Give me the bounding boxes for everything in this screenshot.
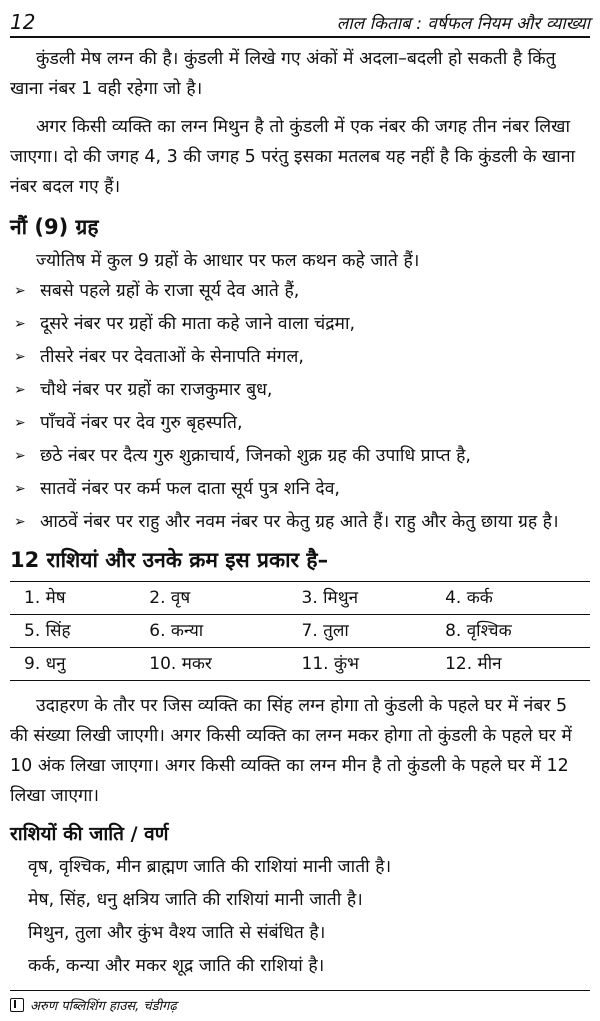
page-footer [10, 990, 590, 1019]
list-item [10, 309, 590, 339]
rashi-cell: 3. मिथुन [288, 582, 432, 615]
table-row [10, 648, 590, 681]
planets-heading: नौं (9) ग्रह [10, 215, 99, 239]
rashi-cell: 7. तुला [288, 615, 432, 648]
planet-text: दूसरे नंबर पर ग्रहों की माता कहे जाने वाला चंद्रमा, [40, 314, 356, 334]
table-row [10, 582, 590, 615]
planet-text: छठे नंबर पर दैत्य गुरु शुक्राचार्य, जिनको शुक्र ग्रह की उपाधि प्राप्त है, [40, 446, 471, 466]
planet-text: आठवें नंबर पर राहु और नवम नंबर पर केतु ग्रह आते हैं। राहु और केतु छाया ग्रह है। [40, 512, 559, 532]
jaati-lines [10, 851, 590, 983]
jaati-heading: राशियों की जाति / वर्ण [10, 823, 169, 845]
publisher-name: अरुण पब्लिशिंग हाउस, चंडीगढ़ [30, 999, 177, 1014]
rashi-cell: 4. कर्क [431, 582, 590, 615]
publisher-logo-icon [10, 998, 24, 1012]
list-item [10, 474, 590, 504]
rashi-cell: 10. मकर [135, 648, 287, 681]
jaati-line: कर्क, कन्या और मकर शूद्र जाति की राशियां है। [28, 956, 325, 976]
arrow-bullet-icon: ➢ [14, 283, 26, 299]
list-item [10, 441, 590, 471]
intro-paragraph-2: अगर किसी व्यक्ति का लग्न मिथुन है तो कुंडली में एक नंबर की जगह तीन नंबर लिखा जाएगा। दो की जगह 4, 3 की जगह 5 परंतु इसका मतलब यह नहीं है कि कुंडली के खाना नंबर बदल गए हैं। [10, 117, 576, 197]
arrow-bullet-icon: ➢ [14, 382, 26, 398]
page-header [10, 4, 590, 38]
table-row [10, 615, 590, 648]
planet-text: सबसे पहले ग्रहों के राजा सूर्य देव आते हैं, [40, 281, 300, 301]
jaati-line: मेष, सिंह, धनु क्षत्रिय जाति की राशियां मानी जाती है। [28, 890, 363, 910]
list-item [10, 276, 590, 306]
rashi-cell: 9. धनु [10, 648, 135, 681]
rashi-table [10, 581, 590, 681]
list-item [10, 507, 590, 537]
intro-paragraph-1: कुंडली मेष लग्न की है। कुंडली में लिखे गए अंकों में अदला–बदली हो सकती है किंतु खाना नंबर 1 वही रहेगा जो है। [10, 49, 556, 99]
planet-text: सातवें नंबर पर कर्म फल दाता सूर्य पुत्र शनि देव, [40, 479, 340, 499]
rashi-example-paragraph: उदाहरण के तौर पर जिस व्यक्ति का सिंह लग्न होगा तो कुंडली के पहले घर में नंबर 5 की संख्या लिखी जाएगी। अगर किसी व्यक्ति का लग्न मकर होगा तो कुंडली के पहले घर में 10 अंक लिखा जाएगा। अगर किसी व्यक्ति का लग्न मीन है तो कुंडली के पहले घर में 12 लिखा जाएगा। [10, 696, 572, 806]
arrow-bullet-icon: ➢ [14, 448, 26, 464]
arrow-bullet-icon: ➢ [14, 415, 26, 431]
list-item [10, 342, 590, 372]
rashi-cell: 11. कुंभ [288, 648, 432, 681]
arrow-bullet-icon: ➢ [14, 481, 26, 497]
page-number: 12 [10, 10, 36, 34]
planet-text: चौथे नंबर पर ग्रहों का राजकुमार बुध, [40, 380, 273, 400]
rashi-cell: 8. वृश्चिक [431, 615, 590, 648]
page-content [10, 44, 590, 983]
jaati-line: वृष, वृश्चिक, मीन ब्राह्मण जाति की राशियां मानी जाती है। [28, 857, 392, 877]
planet-text: तीसरे नंबर पर देवताओं के सेनापति मंगल, [40, 347, 304, 367]
arrow-bullet-icon: ➢ [14, 514, 26, 530]
planets-list [10, 276, 590, 537]
rashi-heading: 12 राशियां और उनके क्रम इस प्रकार है– [10, 548, 329, 572]
rashi-cell: 2. वृष [135, 582, 287, 615]
arrow-bullet-icon: ➢ [14, 316, 26, 332]
list-item [10, 408, 590, 438]
planets-intro: ज्योतिष में कुल 9 ग्रहों के आधार पर फल कथन कहे जाते हैं। [36, 251, 420, 271]
rashi-cell: 12. मीन [431, 648, 590, 681]
running-title: लाल किताब : वर्षफल नियम और व्याख्या [336, 14, 590, 34]
planet-text: पाँचवें नंबर पर देव गुरु बृहस्पति, [40, 413, 243, 433]
jaati-line: मिथुन, तुला और कुंभ वैश्य जाति से संबंधित है। [28, 923, 326, 943]
rashi-cell: 5. सिंह [10, 615, 135, 648]
rashi-cell: 6. कन्या [135, 615, 287, 648]
arrow-bullet-icon: ➢ [14, 349, 26, 365]
list-item [10, 375, 590, 405]
rashi-cell: 1. मेष [10, 582, 135, 615]
